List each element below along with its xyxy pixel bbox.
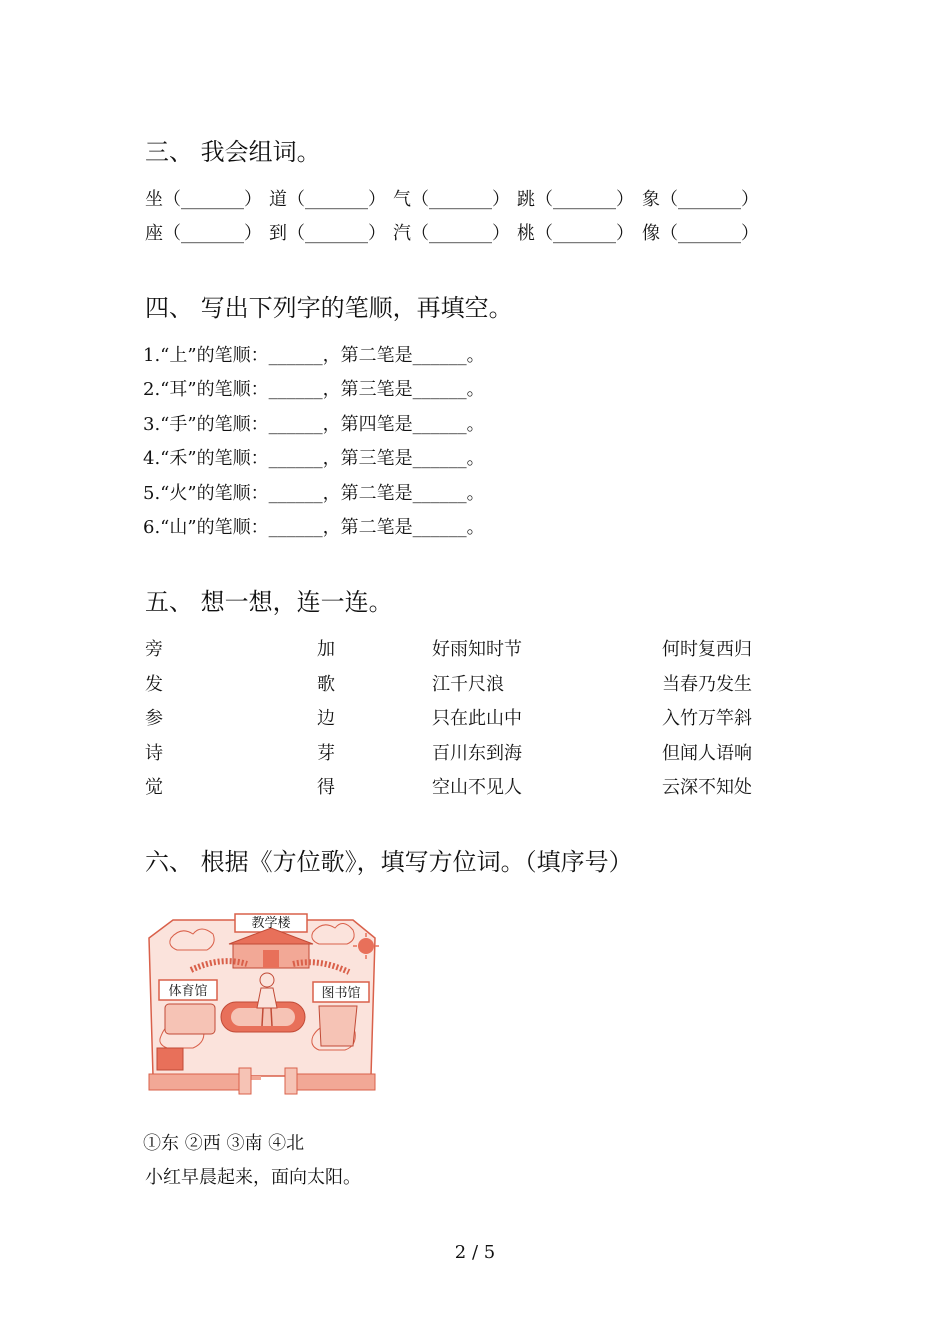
word-blank: 汽（_______） <box>393 223 510 244</box>
match-item: 觉 <box>145 777 163 798</box>
section6-heading: 六、 根据《方位歌》，填写方位词。（填序号） <box>145 848 633 876</box>
label-gym: 体育馆 <box>168 983 208 998</box>
word-blank: 坐（_______） <box>145 189 262 210</box>
match-item: 入竹万竿斜 <box>662 708 752 729</box>
match-item: 得 <box>317 777 335 798</box>
match-item: 参 <box>145 708 163 729</box>
match-item: 百川东到海 <box>432 743 522 764</box>
match-item: 发 <box>145 674 163 695</box>
word-blank: 座（_______） <box>145 223 262 244</box>
match-item: 边 <box>317 708 335 729</box>
match-item: 云深不知处 <box>662 777 752 798</box>
match-item: 芽 <box>317 743 335 764</box>
match-item: 旁 <box>145 639 163 660</box>
stroke-item: 6.“山”的笔顺：______，第二笔是______。 <box>143 517 485 538</box>
word-blank: 桃（_______） <box>517 223 634 244</box>
section3-heading: 三、 我会组词。 <box>145 138 321 166</box>
section4-heading: 四、 写出下列字的笔顺，再填空。 <box>145 294 513 322</box>
campus-illustration <box>143 898 385 1096</box>
stroke-item: 3.“手”的笔顺：______，第四笔是______。 <box>143 414 485 435</box>
match-item: 江千尺浪 <box>432 674 504 695</box>
word-blank: 像（_______） <box>642 223 759 244</box>
match-item: 诗 <box>145 743 163 764</box>
match-item: 何时复西归 <box>662 639 752 660</box>
label-library: 图书馆 <box>321 985 361 1000</box>
word-blank: 气（_______） <box>393 189 510 210</box>
label-teaching-building: 教学楼 <box>251 915 291 930</box>
section5-heading: 五、 想一想，连一连。 <box>145 588 393 616</box>
match-item: 加 <box>317 639 335 660</box>
match-item: 但闻人语响 <box>662 743 752 764</box>
match-item: 当春乃发生 <box>662 674 752 695</box>
match-item: 好雨知时节 <box>432 639 522 660</box>
question-text: 小红早晨起来，面向太阳。 <box>145 1167 361 1188</box>
stroke-item: 4.“禾”的笔顺：______，第三笔是______。 <box>143 448 485 469</box>
word-blank: 到（_______） <box>269 223 386 244</box>
word-blank: 象（_______） <box>642 189 759 210</box>
direction-options: ①东 ②西 ③南 ④北 <box>143 1133 305 1154</box>
stroke-item: 1.“上”的笔顺：______，第二笔是______。 <box>143 345 485 366</box>
match-item: 歌 <box>317 674 335 695</box>
match-item: 空山不见人 <box>432 777 522 798</box>
stroke-item: 5.“火”的笔顺：______，第二笔是______。 <box>143 483 485 504</box>
word-blank: 道（_______） <box>269 189 386 210</box>
match-item: 只在此山中 <box>432 708 522 729</box>
stroke-item: 2.“耳”的笔顺：______，第三笔是______。 <box>143 379 485 400</box>
word-blank: 跳（_______） <box>517 189 634 210</box>
page-number: 2 / 5 <box>454 1242 496 1263</box>
